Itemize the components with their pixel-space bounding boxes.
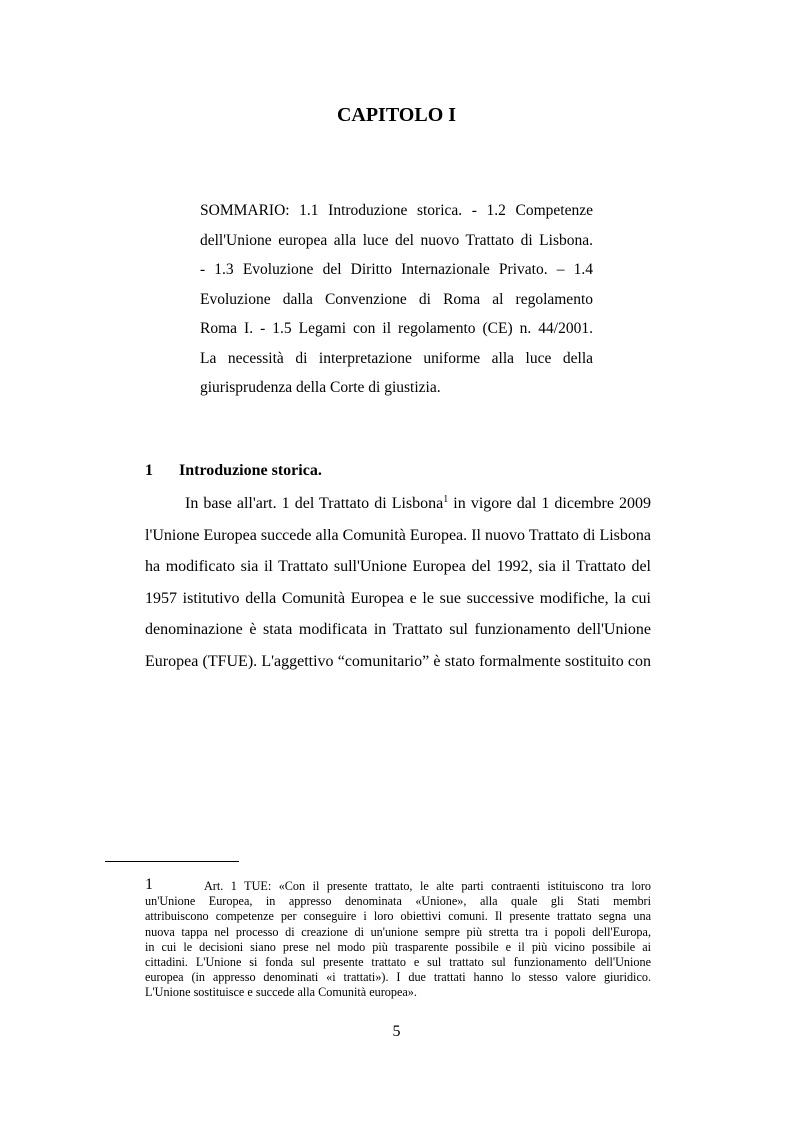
footnote-line: europea (in appresso denominati «i trattati»). I due trattati hanno lo stesso valore giuridico. — [145, 970, 651, 985]
section-title: Introduzione storica. — [179, 462, 322, 479]
footnote-line: Art. 1 TUE: «Con il presente trattato, le alte parti contraenti istituiscono tra loro — [204, 879, 651, 893]
summary-line: La necessità di interpretazione uniforme alla luce della — [200, 349, 593, 367]
body-line — [145, 488, 651, 520]
chapter-title: CAPITOLO I — [336, 104, 457, 126]
body-line: denominazione è stata modificata in Trattato sul funzionamento dell'Unione — [145, 621, 651, 638]
page-number: 5 — [392, 1023, 401, 1040]
footnote-text — [145, 879, 651, 1001]
summary-line: Roma I. - 1.5 Legami con il regolamento (CE) n. 44/2001. — [200, 320, 593, 337]
footnote-line: un'Unione Europea, in appresso denominata «Unione», alla quale gli Stati membri — [145, 894, 651, 909]
footnote-line: in cui le decisioni siano prese nel modo più trasparente possibile e il più vicino possibile ai — [145, 939, 651, 954]
summary-line: - 1.3 Evoluzione del Diritto Internazionale Privato. – 1.4 — [200, 261, 593, 278]
footnote-line: cittadini. L'Unione si fonda sul presente trattato e sul trattato sul funzionamento dell'Unione — [145, 955, 651, 970]
summary-line: SOMMARIO: 1.1 Introduzione storica. - 1.2 Competenze — [200, 202, 593, 219]
body-line-text: in vigore dal 1 dicembre 2009 — [448, 495, 651, 512]
footnote-number: 1 — [145, 876, 153, 893]
body-line: l'Unione Europea succede alla Comunità Europea. Il nuovo Trattato di Lisbona — [145, 526, 651, 544]
chapter-summary — [200, 196, 593, 403]
section-number: 1 — [145, 462, 153, 479]
body-line: Europea (TFUE). L'aggettivo “comunitario” è stato formalmente sostituito con — [145, 652, 651, 670]
summary-line: dell'Unione europea alla luce del nuovo Trattato di Lisbona. — [200, 231, 593, 249]
footnote-separator — [105, 861, 239, 862]
body-paragraph — [145, 488, 651, 677]
body-line: ha modificato sia il Trattato sull'Unione Europea del 1992, sia il Trattato del — [145, 558, 651, 575]
summary-line: Evoluzione dalla Convenzione di Roma al regolamento — [200, 290, 593, 308]
body-line: 1957 istitutivo della Comunità Europea e le sue successive modifiche, la cui — [145, 589, 651, 607]
footnote-line: nuova tappa nel processo di creazione di un'unione sempre più stretta tra i popoli dell'Europa, — [145, 924, 651, 939]
footnote-line: attribuiscono competenze per conseguire i loro obiettivi comuni. Il presente trattato segna una — [145, 909, 651, 924]
body-line-text: In base all'art. 1 del Trattato di Lisbona — [185, 495, 444, 512]
section-heading — [145, 462, 322, 480]
footnote-ref[interactable]: 1 — [443, 494, 449, 505]
summary-line: giurisprudenza della Corte di giustizia. — [200, 379, 441, 396]
footnote-line: L'Unione sostituisce e succede alla Comunità europea». — [145, 985, 417, 1000]
